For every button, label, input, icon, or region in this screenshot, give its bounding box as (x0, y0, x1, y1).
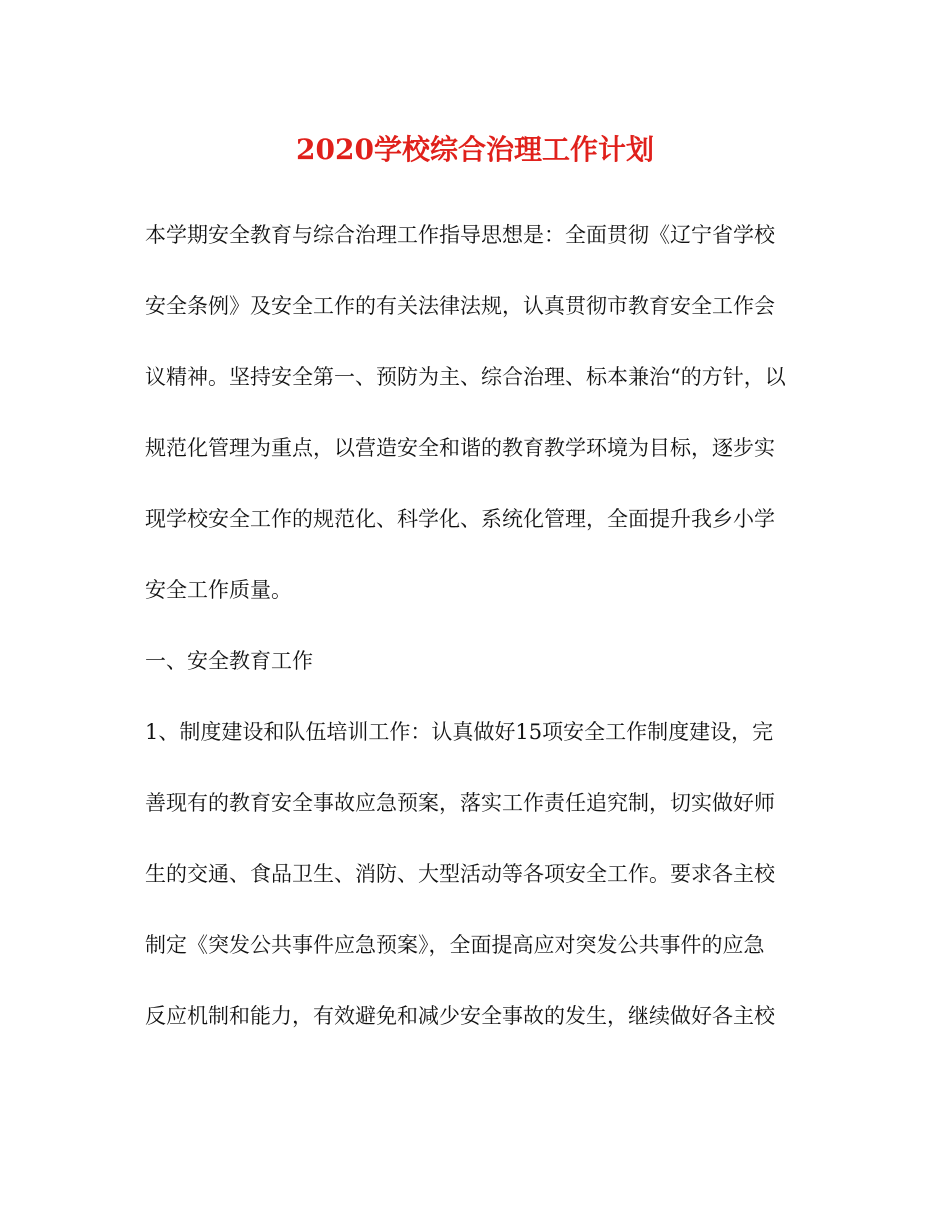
paragraph-line: 生的交通、食品卫生、消防、大型活动等各项安全工作。要求各主校 (145, 862, 775, 886)
paragraph-line: 本学期安全教育与综合治理工作指导思想是：全面贯彻《辽宁省学校 (145, 223, 775, 247)
paragraph-line: 善现有的教育安全事故应急预案，落实工作责任追究制，切实做好师 (145, 791, 775, 815)
paragraph-line: 安全工作质量。 (145, 578, 292, 602)
paragraph-line: 规范化管理为重点，以营造安全和谐的教育教学环境为目标，逐步实 (145, 436, 775, 460)
paragraph-line: 现学校安全工作的规范化、科学化、系统化管理，全面提升我乡小学 (145, 507, 775, 531)
document-title: 2020学校综合治理工作计划 (296, 133, 654, 166)
paragraph-line: 制定《突发公共事件应急预案》，全面提高应对突发公共事件的应急 (145, 933, 765, 957)
paragraph-line: 1、制度建设和队伍培训工作：认真做好15项安全工作制度建设，完 (145, 720, 774, 744)
paragraph-line: 议精神。坚持安全第一、预防为主、综合治理、标本兼治“的方针，以 (145, 365, 786, 389)
paragraph-line: 安全条例》及安全工作的有关法律法规，认真贯彻市教育安全工作会 (145, 294, 775, 318)
section-heading: 一、安全教育工作 (145, 649, 313, 673)
paragraph-line: 反应机制和能力，有效避免和减少安全事故的发生，继续做好各主校 (145, 1004, 775, 1028)
